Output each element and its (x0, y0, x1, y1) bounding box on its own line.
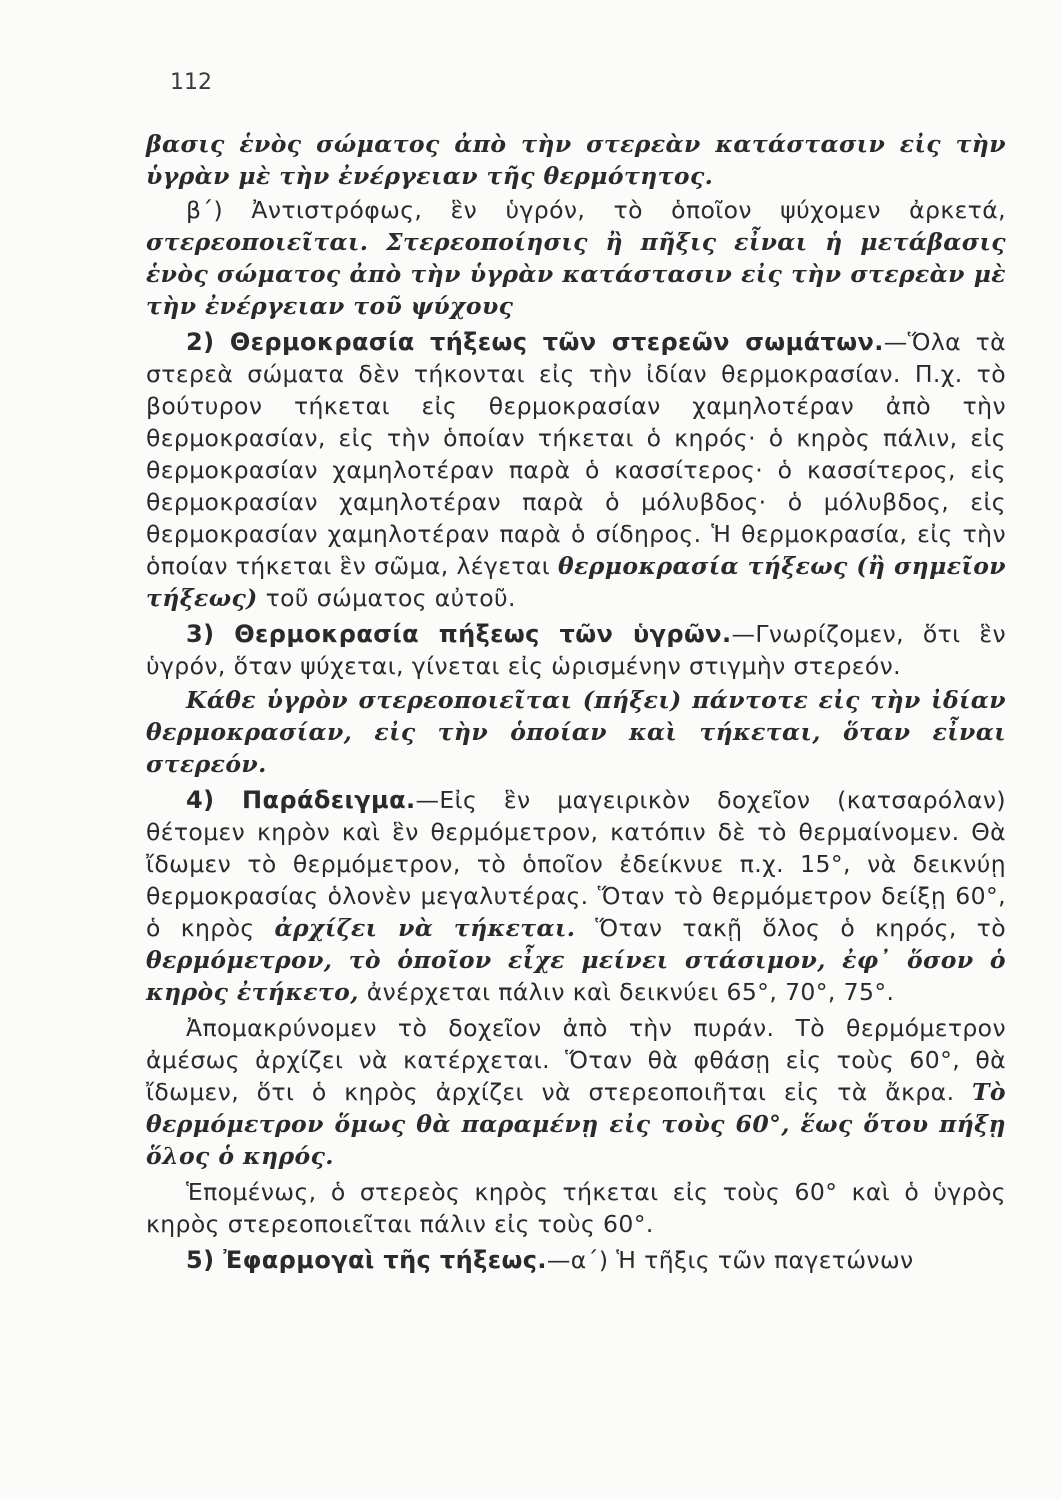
paragraph (146, 1012, 1006, 1172)
text-run: ἀρχίζει νὰ τήκεται. (274, 914, 576, 942)
paragraph (146, 784, 1006, 1008)
text-run: Κάθε ὑγρὸν στερεοποιεῖται (πήξει) πάντοτε εἰς τὴν ἰδίαν θερμοκρασίαν, εἰς τὴν ὁποίαν καὶ τήκεται, ὅταν εἶναι στερεόν. (146, 686, 1006, 778)
text-run: —Γνωρίζομεν, ὅτι ἓν ὑγρόν, ὅταν ψύχεται, γίνεται εἰς ὡρισμένην στιγμὴν στερεόν. (146, 620, 1006, 680)
text-run: τοῦ σώματος αὐτοῦ. (257, 584, 516, 612)
paragraph (146, 326, 1006, 614)
section-heading: 2) Θερμοκρασία τήξεως τῶν στερεῶν σωμάτων. (186, 328, 884, 356)
paragraph (146, 1244, 1006, 1276)
paragraph (146, 128, 1006, 192)
section-heading: 4) Παράδειγμα. (186, 786, 416, 814)
text-run: —Ὅλα τὰ στερεὰ σώματα δὲν τήκονται εἰς τὴν ἰδίαν θερμοκρασίαν. Π.χ. τὸ βούτυρον τήκεται εἰς θερμοκρασίαν χαμηλοτέραν ἀπὸ τὴν θερμοκρασίαν, εἰς τὴν ὁποίαν τήκεται ὁ κηρός· ὁ κηρὸς πάλιν, εἰς θερμοκρασίαν χαμηλοτέραν παρὰ ὁ κασσίτερος· ὁ κασσίτερος, εἰς θερμοκρασίαν χαμηλοτέραν παρὰ ὁ μόλυβδος· ὁ μόλυβδος, εἰς θερμοκρασίαν χαμηλοτέραν παρὰ ὁ σίδηρος. Ἡ θερμοκρασία, εἰς τὴν ὁποίαν τήκεται ἓν σῶμα, λέγεται (146, 328, 1007, 580)
text-run: Τὸ θερμόμετρον ὅμως θὰ παραμένῃ εἰς τοὺς 60°, ἕως ὅτου πήξῃ ὅλος ὁ κηρός. (146, 1078, 1006, 1170)
text-run: β΄) Ἀντιστρόφως, ἓν ὑγρόν, τὸ ὁποῖον ψύχομεν ἀρκετά, (186, 196, 1006, 224)
text-run: βασις ἑνὸς σώματος ἀπὸ τὴν στερεὰν κατάστασιν εἰς τὴν ὑγρὰν μὲ τὴν ἐνέργειαν τῆς θερμότητος. (146, 130, 1006, 190)
paragraph (146, 618, 1006, 682)
text-run: θερμόμετρον, τὸ ὁποῖον εἶχε μείνει στάσιμον, ἐφ᾽ ὅσον ὁ κηρὸς ἐτήκετο, (146, 946, 1006, 1006)
text-run: Ἀπομακρύνομεν τὸ δοχεῖον ἀπὸ τὴν πυράν. Τὸ θερμόμετρον ἀμέσως ἀρχίζει νὰ κατέρχεται. Ὅταν θὰ φθάσῃ εἰς τοὺς 60°, θὰ ἴδωμεν, ὅτι ὁ κηρὸς ἀρχίζει νὰ στερεοποιῆται εἰς τὰ ἄκρα. (146, 1014, 1006, 1106)
paragraph (146, 684, 1006, 780)
body-text (146, 128, 1006, 1278)
text-run: ἀνέρχεται πάλιν καὶ δεικνύει 65°, 70°, 75°. (358, 978, 895, 1006)
text-run: Ἑπομένως, ὁ στερεὸς κηρὸς τήκεται εἰς τοὺς 60° καὶ ὁ ὑγρὸς κηρὸς στερεοποιεῖται πάλιν εἰς τοὺς 60°. (146, 1178, 1006, 1238)
text-run: στερεοποιεῖται. Στερεοποίησις ἢ πῆξις εἶναι ἡ μετάβασις ἑνὸς σώματος ἀπὸ τὴν ὑγρὰν κατάστασιν εἰς τὴν στερεὰν μὲ τὴν ἐνέργειαν τοῦ ψύχους (146, 228, 1006, 320)
text-run: —α΄) Ἡ τῆξις τῶν παγετώνων (546, 1246, 914, 1274)
section-heading: 3) Θερμοκρασία πήξεως τῶν ὑγρῶν. (186, 620, 732, 648)
text-run: Ὅταν τακῇ ὅλος ὁ κηρός, τὸ (575, 914, 1006, 942)
paragraph (146, 1176, 1006, 1240)
paragraph (146, 194, 1006, 322)
section-heading: 5) Ἐφαρμογαὶ τῆς τήξεως. (186, 1246, 547, 1274)
text-run: —Εἰς ἓν μαγειρικὸν δοχεῖον (κατσαρόλαν) θέτομεν κηρὸν καὶ ἓν θερμόμετρον, κατόπιν δὲ τὸ θερμαίνομεν. Θὰ ἴδωμεν τὸ θερμόμετρον, τὸ ὁποῖον ἐδείκνυε π.χ. 15°, νὰ δεικνύῃ θερμοκρασίας ὁλονὲν μεγαλυτέρας. Ὅταν τὸ θερμόμετρον δείξῃ 60°, ὁ κηρὸς (146, 786, 1006, 942)
text-run: θερμοκρασία τήξεως (ἢ σημεῖον τήξεως) (146, 552, 1006, 612)
page-number: 112 (170, 70, 212, 95)
